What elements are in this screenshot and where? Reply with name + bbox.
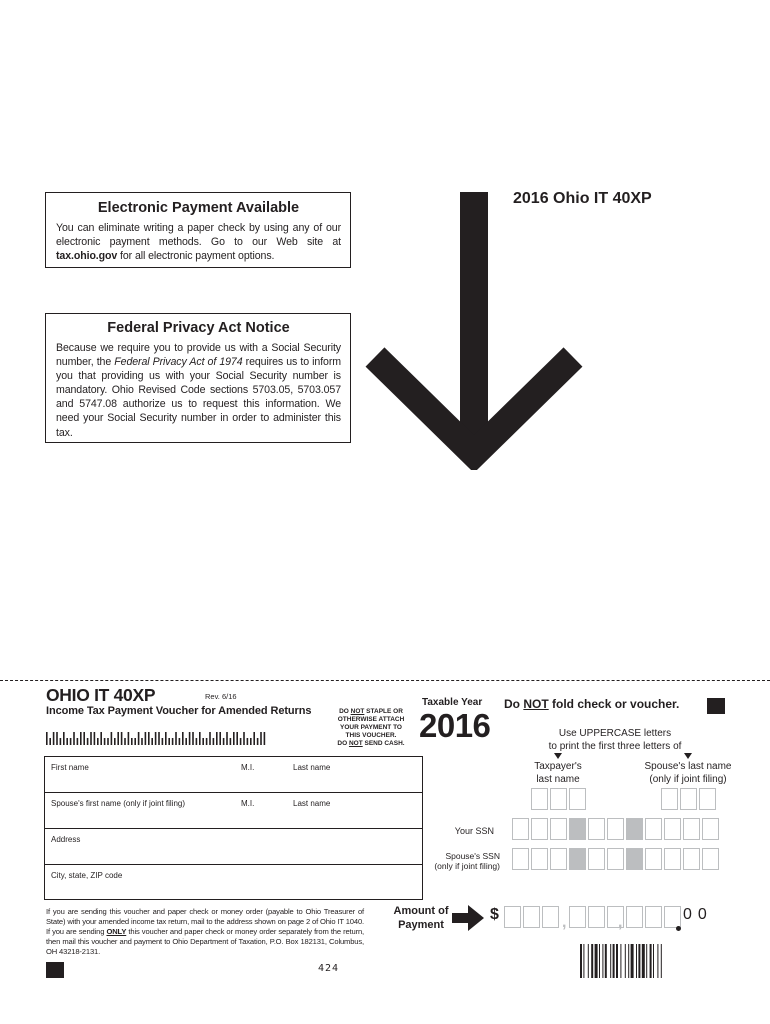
digit-box[interactable] xyxy=(664,906,681,928)
mi-label: M.I. xyxy=(241,763,255,772)
digit-box[interactable] xyxy=(531,848,548,870)
address-label: Address xyxy=(51,835,81,844)
digit-box[interactable] xyxy=(683,818,700,840)
separator-box xyxy=(569,848,586,870)
cut-line xyxy=(0,680,770,681)
digit-box[interactable] xyxy=(607,818,624,840)
privacy-notice-text: Because we require you to provide us with a Social Security number, the Federal Privacy Act of 1974 requires us to inform you that providing us with your Social Security number is mandatory. Ohio Revised Code sections 5703.05, 5703.057 and 5747.08 authorize us to request this information. We need your Social Security number in order to administer this tax. xyxy=(56,342,341,439)
spouse-first-name-label: Spouse's first name (only if joint filing) xyxy=(51,799,186,808)
taxable-year: 2016 xyxy=(419,707,491,744)
spouse-last-name-label: Spouse's last name (only if joint filing) xyxy=(644,761,732,785)
decimal-point xyxy=(676,926,681,931)
digit-box[interactable] xyxy=(702,818,719,840)
uppercase-note: Use UPPERCASE letters to print the first three letters of xyxy=(548,728,682,752)
dollar-sign: $ xyxy=(490,906,499,923)
privacy-notice-heading: Federal Privacy Act Notice xyxy=(107,320,290,336)
separator-box xyxy=(569,818,586,840)
taxpayer-last-name-label: Taxpayer's last name xyxy=(534,761,582,785)
digit-box[interactable] xyxy=(512,818,529,840)
electronic-payment-heading: Electronic Payment Available xyxy=(97,200,300,216)
last-name-label: Last name xyxy=(293,763,331,772)
tax-ohio-link[interactable]: tax.ohio.gov xyxy=(56,250,118,262)
electronic-payment-box xyxy=(45,192,351,268)
digit-box[interactable] xyxy=(504,906,521,928)
city-state-zip-row xyxy=(45,865,422,901)
form-title: 2016 Ohio IT 40XP xyxy=(513,190,652,207)
cents-value: 00 xyxy=(683,906,713,923)
amount-of-payment-label: Amount of Payment xyxy=(393,905,449,931)
taxable-year-label: Taxable Year xyxy=(422,697,483,708)
digit-box[interactable] xyxy=(683,848,700,870)
triangle-down-icon xyxy=(684,753,692,759)
separator-box xyxy=(626,848,643,870)
address-row xyxy=(45,829,422,865)
letter-box[interactable] xyxy=(699,788,716,810)
digit-box[interactable] xyxy=(542,906,559,928)
digit-box[interactable] xyxy=(588,906,605,928)
arrow-right-icon xyxy=(452,905,484,931)
voucher-subtitle: Income Tax Payment Voucher for Amended Returns xyxy=(46,705,312,717)
digit-box[interactable] xyxy=(645,906,662,928)
mailing-instructions: If you are sending this voucher and paper check or money order (payable to Ohio Treasurer of State) with your amended income tax return, mail to the address shown on page 2 of Ohio IT 1040. If you are sending ONLY this voucher and paper check or money order separately from the return, then mail this voucher and payment to Ohio Department of Taxation, P.O. Box 182131, Columbus, OH 43218-2131. xyxy=(46,907,364,957)
digit-box[interactable] xyxy=(588,818,605,840)
letter-box[interactable] xyxy=(569,788,586,810)
your-ssn-label: Your SSN xyxy=(454,826,494,836)
staple-note: DO NOT STAPLE OR OTHERWISE ATTACH YOUR PAYMENT TO THIS VOUCHER. DO NOT SEND CASH. xyxy=(337,708,405,747)
digit-box[interactable] xyxy=(523,906,540,928)
triangle-down-icon xyxy=(554,753,562,759)
spouse-mi-label: M.I. xyxy=(241,799,255,808)
digit-box[interactable] xyxy=(512,848,529,870)
spouse-ssn-label: Spouse's SSN (only if joint filing) xyxy=(434,851,500,871)
digit-box[interactable] xyxy=(588,848,605,870)
letter-box[interactable] xyxy=(550,788,567,810)
scan-barcode xyxy=(580,944,720,978)
letter-box[interactable] xyxy=(531,788,548,810)
spouse-last-name-field-label: Last name xyxy=(293,799,331,808)
comma-mark: , xyxy=(618,914,623,931)
arrow-down-icon xyxy=(363,192,585,470)
digit-box[interactable] xyxy=(664,818,681,840)
digit-box[interactable] xyxy=(569,906,586,928)
first-name-label: First name xyxy=(51,763,89,772)
name-address-form xyxy=(44,756,423,900)
spouse-name-row xyxy=(45,793,422,829)
digit-box[interactable] xyxy=(702,848,719,870)
separator-box xyxy=(626,818,643,840)
digit-box[interactable] xyxy=(550,848,567,870)
letter-box[interactable] xyxy=(661,788,678,810)
letter-box[interactable] xyxy=(680,788,697,810)
digit-box[interactable] xyxy=(645,848,662,870)
comma-mark: , xyxy=(562,914,567,931)
digit-box[interactable] xyxy=(645,818,662,840)
fold-note: Do NOT fold check or voucher. xyxy=(504,697,680,711)
city-state-zip-label: City, state, ZIP code xyxy=(51,871,123,880)
voucher-title: OHIO IT 40XP xyxy=(46,685,156,705)
registration-mark xyxy=(707,698,725,714)
electronic-payment-text: You can eliminate writing a paper check by using any of our electronic payment methods. Go to our Web site at tax.ohio.gov for all electronic payment options. xyxy=(56,222,341,262)
digit-box[interactable] xyxy=(531,818,548,840)
registration-mark xyxy=(46,962,64,978)
form-code: 424 xyxy=(318,963,340,974)
postal-barcode xyxy=(46,732,268,746)
digit-box[interactable] xyxy=(626,906,643,928)
digit-box[interactable] xyxy=(550,818,567,840)
digit-box[interactable] xyxy=(607,848,624,870)
digit-box[interactable] xyxy=(664,848,681,870)
privacy-notice-box xyxy=(45,313,351,443)
voucher-revision: Rev. 6/16 xyxy=(205,692,237,701)
name-row xyxy=(45,757,422,793)
